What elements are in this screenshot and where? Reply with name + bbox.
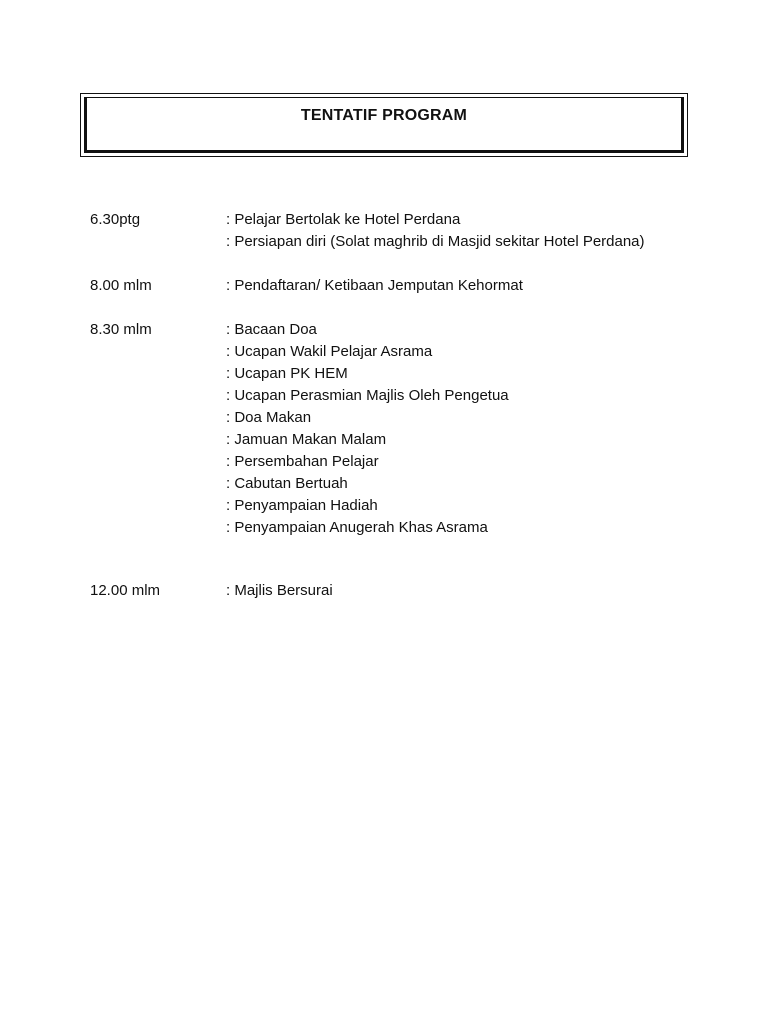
schedule-item: : Majlis Bersurai — [226, 582, 333, 599]
schedule-item: : Persiapan diri (Solat maghrib di Masjid sekitar Hotel Perdana) — [226, 233, 645, 250]
schedule-time: 8.00 mlm — [90, 277, 152, 294]
schedule-item: : Pendaftaran/ Ketibaan Jemputan Kehormat — [226, 277, 523, 294]
schedule-items — [226, 209, 645, 253]
schedule-time: 6.30ptg — [90, 211, 141, 228]
title-box-inner — [84, 97, 684, 153]
schedule-item: : Ucapan PK HEM — [226, 365, 348, 382]
schedule-item: : Jamuan Makan Malam — [226, 431, 387, 448]
schedule-item: : Pelajar Bertolak ke Hotel Perdana — [226, 211, 461, 228]
schedule-items — [226, 580, 333, 602]
schedule-item: : Ucapan Wakil Pelajar Asrama — [226, 343, 433, 360]
schedule-items — [226, 319, 509, 539]
schedule-item: : Ucapan Perasmian Majlis Oleh Pengetua — [226, 387, 509, 404]
schedule-item: : Penyampaian Anugerah Khas Asrama — [226, 519, 488, 536]
schedule-item: : Penyampaian Hadiah — [226, 497, 378, 514]
schedule-items — [226, 275, 523, 297]
schedule-item: : Doa Makan — [226, 409, 312, 426]
schedule-item: : Persembahan Pelajar — [226, 453, 379, 470]
schedule-item: : Bacaan Doa — [226, 321, 317, 338]
schedule-item: : Cabutan Bertuah — [226, 475, 348, 492]
page-title: TENTATIF PROGRAM — [300, 107, 468, 124]
schedule-time: 8.30 mlm — [90, 321, 152, 338]
schedule-time: 12.00 mlm — [90, 582, 161, 599]
title-box — [80, 93, 688, 157]
